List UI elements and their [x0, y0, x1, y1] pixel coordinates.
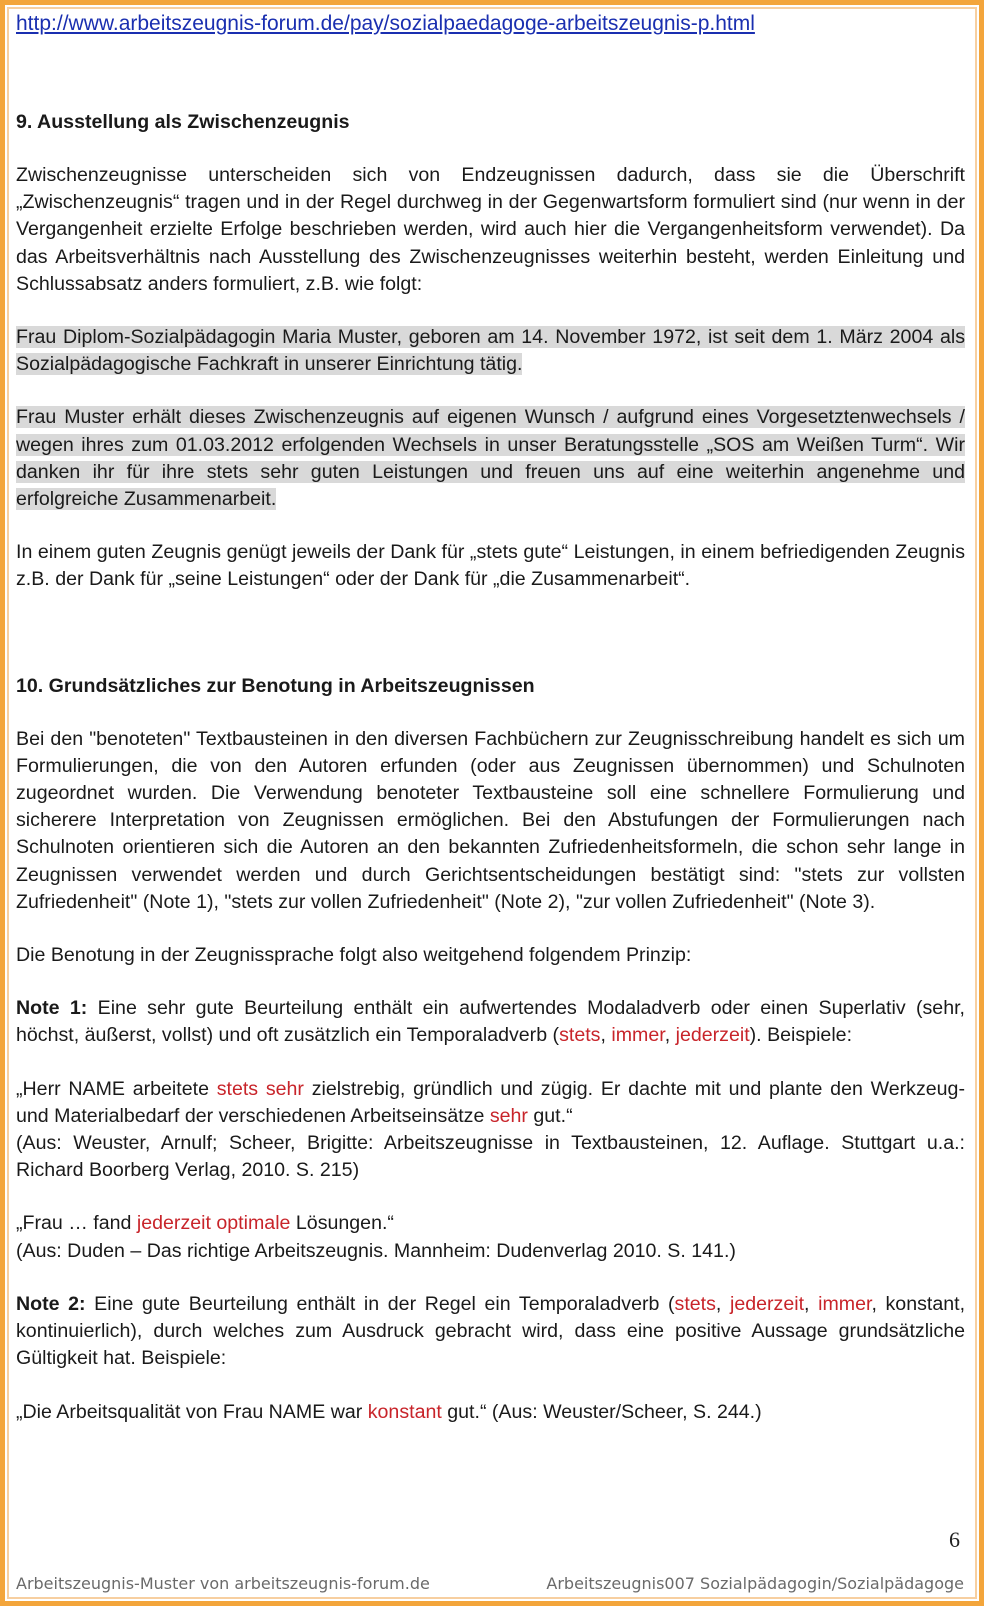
page-number: 6 [949, 1527, 960, 1552]
section-10-paragraph-1: Bei den "benoteten" Textbausteinen in den diversen Fachbüchern zur Zeugnisschreibung handelt es sich um Formulierungen, die von den Autoren erfunden (oder aus Zeugnissen übernommen) und Schulnoten zugeordnet wurden. Die Verwendung benoteter Textbausteine soll eine schnellere Formulierung und sicherere Interpretation von Zeugnissen ermöglichen. Bei den Abstufungen der Formulierungen nach Schulnoten orientieren sich die Autoren an den bekannten Zufriedenheitsformeln, die schon sehr lange in Zeugnissen verwendet werden und durch Gerichtsentscheidungen bestätigt sind: "stets zur vollsten Zufriedenheit" (Note 1), "stets zur vollen Zufriedenheit" (Note 2), "zur vollen Zufriedenheit" (Note 3). [16, 727, 965, 913]
separator: , [804, 1292, 819, 1315]
quote-3-text-2: gut.“ (Aus: Weuster/Scheer, S. 244.) [441, 1400, 762, 1423]
quote-2-text: „Frau … fand [16, 1212, 137, 1235]
separator: , [600, 1024, 612, 1047]
quote-3 [16, 1399, 965, 1426]
note-2-text: Eine gute Beurteilung enthält in der Regel ein Temporaladverb ( [85, 1292, 675, 1315]
document-body [16, 10, 965, 1426]
footer-left: Arbeitszeugnis-Muster von arbeitszeugnis-forum.de [16, 1574, 430, 1593]
note-2-word-1: stets [674, 1292, 716, 1315]
section-10-paragraph-2: Die Benotung in der Zeugnissprache folgt also weitgehend folgendem Prinzip: [16, 944, 692, 967]
footer-right: Arbeitszeugnis007 Sozialpädagogin/Sozialpädagoge [546, 1574, 964, 1593]
quote-1-text: „Herr NAME arbeitete [16, 1077, 217, 1100]
quote-1-text-2: zielstrebig, gründlich und zügig. Er dachte mit und plante den Werkzeug- und Materialbedarf der verschiedenen Arbeitseinsätze [16, 1077, 965, 1127]
quote-3-red-1: konstant [367, 1400, 442, 1423]
quote-2 [16, 1210, 965, 1237]
note-1-word-1: stets [559, 1024, 601, 1047]
section-9-paragraph-2: In einem guten Zeugnis genügt jeweils der Dank für „stets gute“ Leistungen, in einem befriedigenden Zeugnis z.B. der Dank für „seine Leistungen“ oder der Dank für „die Zusammenarbeit“. [16, 541, 965, 591]
quote-1-text-3: gut.“ [527, 1104, 573, 1127]
quote-1-red-1: stets sehr [216, 1077, 304, 1100]
note-2-label: Note 2: [16, 1292, 86, 1315]
note-1-text: Eine sehr gute Beurteilung enthält ein aufwertendes Modaladverb oder einen Superlativ (sehr, höchst, äußerst, vollst) und oft zusätzlich ein Temporaladverb ( [16, 997, 965, 1047]
separator: , [664, 1024, 676, 1047]
note-1-paragraph [16, 995, 965, 1049]
note-1-word-2: immer [611, 1024, 665, 1047]
note-2-paragraph [16, 1291, 965, 1373]
example-intro-paragraph [16, 324, 965, 378]
note-2-text-end: , konstant, kontinuierlich), durch welches zum Ausdruck gebracht wird, dass eine positive Aussage grundsätzliche Gültigkeit hat. Beispiele: [16, 1292, 966, 1370]
quote-1 [16, 1076, 965, 1130]
quote-2-source: (Aus: Duden – Das richtige Arbeitszeugnis. Mannheim: Dudenverlag 2010. S. 141.) [16, 1239, 736, 1262]
note-1-word-3: jederzeit [675, 1024, 750, 1047]
section-9-paragraph-1: Zwischenzeugnisse unterscheiden sich von Endzeugnissen dadurch, dass sie die Überschrift „Zwischenzeugnis“ tragen und in der Regel durchweg in der Gegenwartsform formuliert sind (nur wenn in der Vergangenheit erzielte Erfolge beschrieben werden, wird auch hier die Vergangenheitsform verwendet). Da das Arbeitsverhältnis nach Ausstellung des Zwischenzeugnisses weiterhin besteht, werden Einleitung und Schlussabsatz anders formuliert, z.B. wie folgt: [16, 164, 965, 295]
highlighted-example-2: Frau Muster erhält dieses Zwischenzeugnis auf eigenen Wunsch / aufgrund eines Vorgesetztenwechsels / wegen ihres zum 01.03.2012 erfolgenden Wechsels in unser Beratungsstelle „SOS am Weißen Turm“. Wir danken ihr für ihre stets sehr guten Leistungen und freuen uns auf eine weiterhin angenehme und erfolgreiche Zusammenarbeit. [16, 406, 965, 511]
section-10-heading: 10. Grundsätzliches zur Benotung in Arbeitszeugnissen [16, 674, 535, 697]
note-1-text-end: ). Beispiele: [749, 1024, 853, 1047]
quote-1-source: (Aus: Weuster, Arnulf; Scheer, Brigitte: Arbeitszeugnisse in Textbausteinen, 12. Auflage. Stuttgart u.a.: Richard Boorberg Verlag, 2010. S. 215) [16, 1132, 965, 1182]
section-9-heading: 9. Ausstellung als Zwischenzeugnis [16, 111, 350, 133]
example-closing-paragraph [16, 404, 965, 513]
separator: , [715, 1292, 730, 1315]
note-2-word-3: immer [818, 1292, 872, 1315]
note-2-word-2: jederzeit [729, 1292, 805, 1315]
quote-2-text-2: Lösungen.“ [290, 1212, 394, 1235]
quote-3-text: „Die Arbeitsqualität von Frau NAME war [16, 1400, 368, 1423]
page-footer [16, 1574, 964, 1593]
highlighted-example-1: Frau Diplom-Sozialpädagogin Maria Muster, geboren am 14. November 1972, ist seit dem 1. März 2004 als Sozialpädagogische Fachkraft in unserer Einrichtung tätig. [16, 326, 965, 376]
quote-2-red-1: jederzeit optimale [136, 1212, 291, 1235]
source-url-link[interactable]: http://www.arbeitszeugnis-forum.de/pay/sozialpaedagoge-arbeitszeugnis-p.html [16, 12, 755, 35]
quote-1-red-2: sehr [489, 1104, 528, 1127]
note-1-label: Note 1: [16, 997, 88, 1020]
